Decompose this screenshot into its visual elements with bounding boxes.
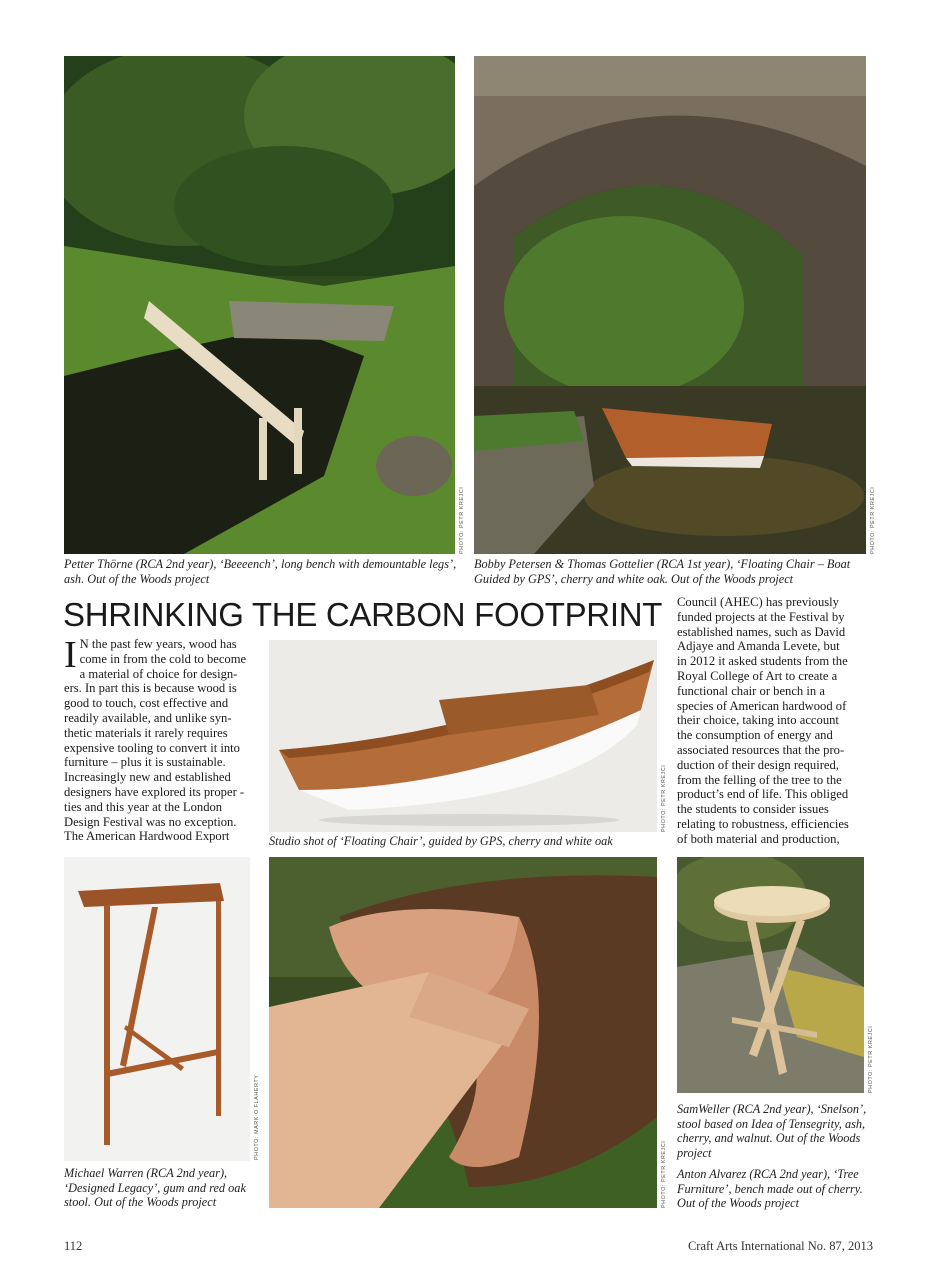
article-line: Adjaye and Amanda Levete, but [677,639,840,654]
article-line: relating to robustness, efficiencies [677,816,849,831]
snelson-caption: SamWeller (RCA 2nd year), ‘Snelson’, stool based on Idea of Tensegrity, ash, cherry, and walnut. Out of the Woods project [677,1102,867,1160]
boat-studio-photo [269,640,657,832]
drop-cap: I [64,634,77,676]
article-column-2 [677,595,873,847]
article-line: the consumption of energy and [677,728,833,743]
article-line: in 2012 it asked students from the [677,654,848,669]
article-line: from the felling of the tree to the [677,772,842,787]
boat-bridge-caption: Bobby Petersen & Thomas Gottelier (RCA 1st year), ‘Floating Chair – Boat Guided by GPS’, cherry and white oak. Out of the Woods project [474,557,851,586]
article-headline: SHRINKING THE CARBON FOOTPRINT [63,596,663,633]
article-line: their choice, taking into account [677,713,839,728]
log-bench-caption: Anton Alvarez (RCA 2nd year), ‘Tree Furniture’, bench made out of cherry. Out of the Woods project [677,1167,863,1211]
article-line: Royal College of Art to create a [677,668,838,683]
bench-photo [64,56,455,554]
article-line: a material of choice for design- [79,666,238,681]
article-column-1 [64,634,260,844]
boat-bridge-photo [474,56,866,554]
article-line: Design Festival was no exception. [64,814,237,829]
snelson-stool-photo [677,857,864,1093]
column-2-lines [677,595,873,847]
bench-caption: Petter Thörne (RCA 2nd year), ‘Beeeench’, long bench with demountable legs’, ash. Out of the Woods project [64,557,457,586]
article-line: good to touch, cost effective and [64,696,229,711]
article-line: furniture – plus it is sustainable. [64,755,226,770]
article-line: functional chair or bench in a [677,683,825,698]
page-number: 112 [64,1239,83,1253]
article-line: the students to consider issues [677,802,829,817]
article-line: product’s end of life. This obliged [677,787,849,802]
article-line: readily available, and unlike syn- [64,710,232,725]
article-line: come in from the cold to become [79,651,247,666]
article-line: ties and this year at the London [64,799,223,814]
article-line: funded projects at the Festival by [677,609,845,624]
log-bench-photo [269,857,657,1208]
article-line: associated resources that the pro- [677,742,845,757]
bench-photo-credit: PHOTO: PETR KREJCI [459,486,465,554]
column-1-lines [64,634,260,844]
article-line: expensive tooling to convert it into [64,740,240,755]
article-line: N the past few years, wood has [79,637,237,651]
article-line: Council (AHEC) has previously [677,595,839,609]
boat-bridge-photo-credit: PHOTO: PETR KREJCI [870,486,876,554]
article-line: thetic materials it rarely requires [64,725,228,740]
article-line: established names, such as David [677,624,846,639]
article-line: The American Hardwood Export [64,829,230,844]
boat-studio-photo-credit: PHOTO: PETR KREJCI [661,764,667,832]
boat-studio-caption: Studio shot of ‘Floating Chair’, guided by GPS, cherry and white oak [269,834,613,848]
stool-photo [64,857,250,1161]
log-bench-photo-credit: PHOTO: PETR KREJCI [661,1140,667,1208]
article-line: ers. In part this is because wood is [64,681,237,696]
article-line: of both material and production, [677,831,840,846]
stool-photo-credit: PHOTO: MARK O FLAHERTY [254,1074,260,1160]
article-line: duction of their design required, [677,757,839,772]
stool-caption: Michael Warren (RCA 2nd year), ‘Designed Legacy’, gum and red oak stool. Out of the Woods project [64,1166,246,1210]
snelson-stool-photo-credit: PHOTO: PETR KREJCI [868,1025,874,1093]
publication-info: Craft Arts International No. 87, 2013 [687,1239,873,1253]
article-line: species of American hardwood of [677,698,847,713]
article-line: Increasingly new and established [64,770,231,785]
article-line: designers have explored its proper - [64,784,245,799]
